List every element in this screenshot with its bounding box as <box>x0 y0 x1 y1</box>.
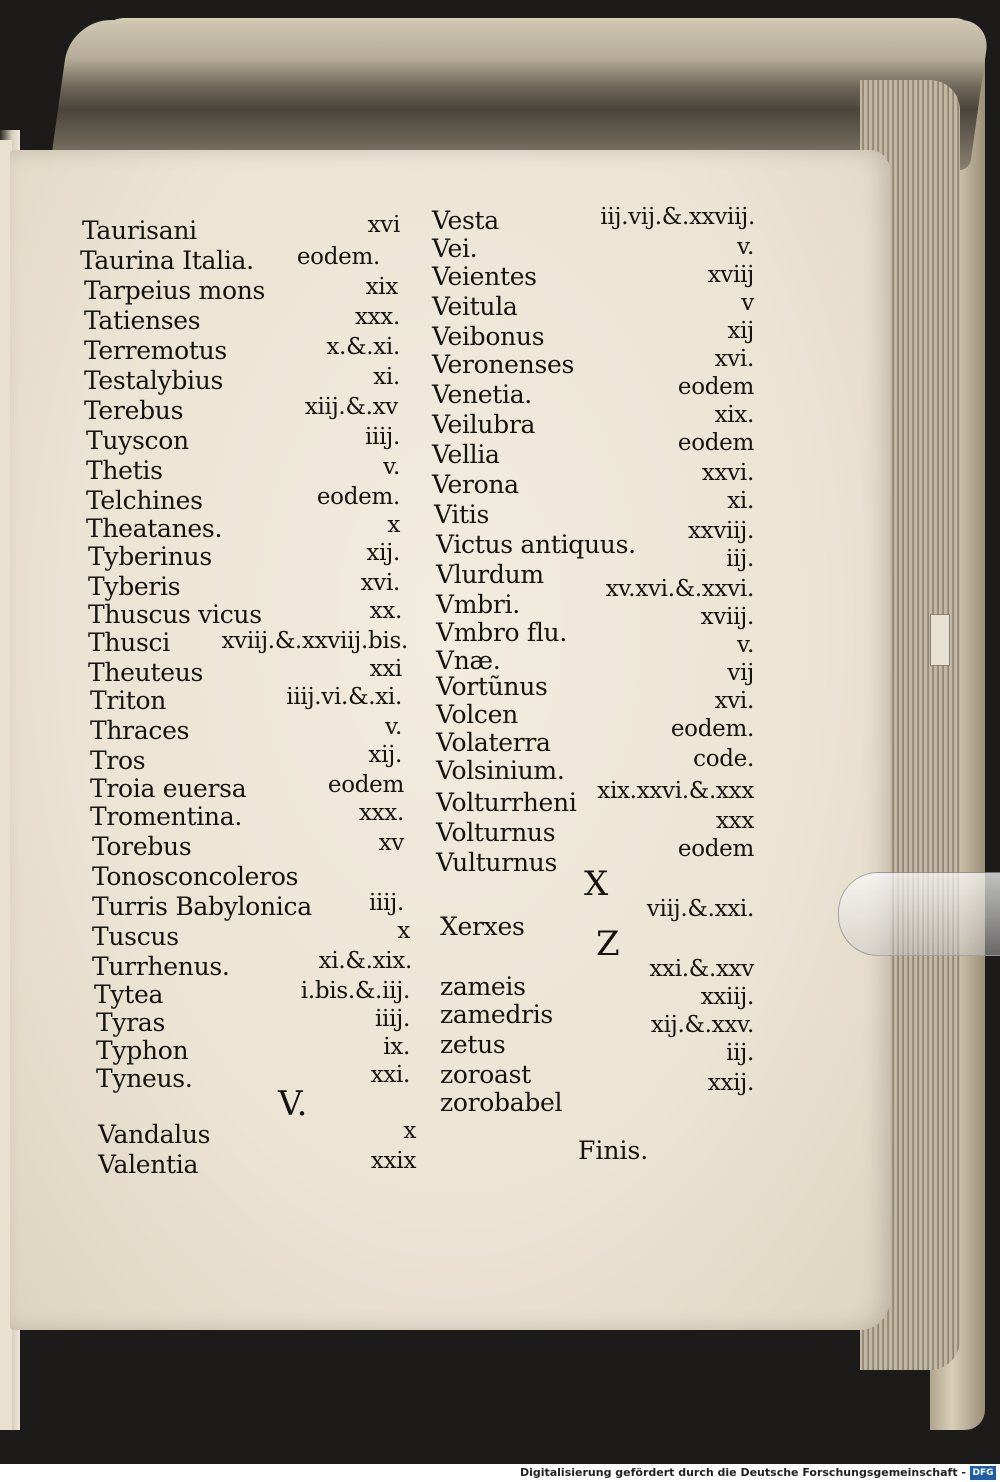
index-entry-term: Turrhenus. <box>92 952 230 981</box>
index-entry-ref: xxvi. <box>701 460 754 486</box>
index-entry-term: Troia euersa <box>90 774 247 803</box>
index-entry-ref: xxij. <box>707 1070 754 1096</box>
index-entry-ref: iiij. <box>368 890 404 916</box>
index-entry-term: Vmbro flu. <box>436 618 568 647</box>
index-entry-ref: iij. <box>726 1040 754 1066</box>
index-entry-term: Thetis <box>86 456 163 485</box>
index-entry-term: zameis <box>440 972 526 1001</box>
index-entry-ref: eodem. <box>296 244 380 270</box>
index-entry-ref: xix.xxvi.&.xxx <box>597 778 754 804</box>
index-entry-ref: xij. <box>368 742 402 768</box>
index-entry-term: Tonosconcoleros <box>92 862 299 891</box>
index-entry-ref: iij. <box>726 546 754 572</box>
index-entry-term: Terremotus <box>84 336 227 365</box>
index-entry-ref: xix. <box>714 402 754 428</box>
index-entry-ref: eodem <box>677 430 754 456</box>
index-entry-ref: xxi.&.xxv <box>649 956 754 982</box>
index-entry-term: Tytea <box>94 980 164 1009</box>
index-entry-ref: eodem <box>677 836 754 862</box>
index-entry-ref: xxi. <box>370 1062 410 1088</box>
index-entry-ref: xxiij. <box>700 984 754 1010</box>
index-entry-term: Taurina Italia. <box>80 246 254 275</box>
index-entry-term: zoroast <box>440 1060 531 1089</box>
index-entry-term: Tyras <box>96 1008 165 1037</box>
index-entry-term: Typhon <box>96 1036 189 1065</box>
index-entry-term: Victus antiquus. <box>436 530 636 559</box>
funding-credit: Digitalisierung gefördert durch die Deutsche Forschungsgemeinschaft - <box>519 1466 966 1479</box>
index-entry-term: Triton <box>90 686 167 715</box>
index-entry-term: Vnæ. <box>436 646 501 675</box>
index-entry-ref: eodem. <box>316 484 400 510</box>
index-entry-ref: xxx. <box>358 800 404 826</box>
index-entry-ref: xxx. <box>354 304 400 330</box>
index-entry-ref: x <box>387 512 400 538</box>
index-entry-term: Terebus <box>84 396 184 425</box>
bookmark-tab <box>930 614 950 666</box>
index-entry-ref: iiij. <box>374 1006 410 1032</box>
index-entry-ref: xx. <box>369 598 402 624</box>
section-letter-z: Z <box>596 924 620 964</box>
index-entry-ref: code. <box>693 746 754 772</box>
index-entry-ref: xi. <box>727 488 754 514</box>
book-page-edges-top <box>49 20 990 170</box>
index-entry-term: Vulturnus <box>436 848 557 877</box>
index-entry-term: Vortũnus <box>436 672 548 701</box>
index-entry-term: zorobabel <box>440 1088 563 1117</box>
index-entry-ref: xviij.&.xxviij.bis. <box>221 628 408 654</box>
index-entry-term: Veronenses <box>432 350 575 379</box>
index-entry-term: Volaterra <box>436 728 551 757</box>
index-entry-term: Verona <box>432 470 519 499</box>
index-entry-term: Vellia <box>432 440 500 469</box>
page-clamp <box>838 872 1000 956</box>
index-entry-term: Tyneus. <box>96 1064 193 1093</box>
index-entry-term: Tyberinus <box>88 542 212 571</box>
index-entry-ref: xiij.&.xv <box>304 394 398 420</box>
index-entry-term: Torebus <box>92 832 192 861</box>
index-entry-ref: eodem <box>677 374 754 400</box>
index-entry-term: Veilubra <box>432 410 536 439</box>
index-entry-term: Tuscus <box>92 922 179 951</box>
index-entry-ref: x.&.xi. <box>326 334 400 360</box>
index-entry-term: Vei. <box>432 234 478 263</box>
index-entry-term: Volturnus <box>436 818 556 847</box>
index-entry-ref: xviij. <box>700 604 754 630</box>
index-entry-ref: xix <box>365 274 398 300</box>
index-entry-term: Tyberis <box>88 572 181 601</box>
index-entry-term: Xerxes <box>440 912 525 941</box>
index-entry-term: Vmbri. <box>436 590 520 619</box>
index-entry-term: Vitis <box>434 500 489 529</box>
index-entry-ref: iij.vij.&.xxviij. <box>600 204 755 230</box>
index-entry-term: Tarpeius mons <box>84 276 266 305</box>
index-entry-term: Thraces <box>90 716 190 745</box>
index-entry-term: Testalybius <box>84 366 224 395</box>
index-entry-ref: v. <box>737 632 754 658</box>
index-entry-ref: viij.&.xxi. <box>646 896 754 922</box>
index-entry-term: Tros <box>90 746 146 775</box>
index-entry-ref: iiij. <box>364 424 400 450</box>
index-entry-ref: xv <box>378 830 404 856</box>
index-entry-ref: xij <box>727 318 754 344</box>
index-entry-ref: v. <box>737 234 754 260</box>
index-entry-ref: xij.&.xxv. <box>650 1012 754 1038</box>
index-entry-term: zetus <box>440 1030 506 1059</box>
footer-bar <box>0 1464 1000 1482</box>
index-entry-ref: xij. <box>366 540 400 566</box>
index-entry-ref: xvi. <box>714 346 754 372</box>
index-entry-term: Valentia <box>98 1150 199 1179</box>
index-entry-term: Vandalus <box>98 1120 211 1149</box>
index-entry-term: Theatanes. <box>86 514 223 543</box>
index-entry-term: Volturrheni <box>436 788 577 817</box>
index-entry-term: Volsinium. <box>436 756 565 785</box>
section-letter-x: X <box>584 864 609 904</box>
index-entry-term: Vlurdum <box>436 560 544 589</box>
index-entry-term: Tromentina. <box>90 802 242 831</box>
index-entry-ref: xxx <box>715 808 754 834</box>
index-entry-term: Vesta <box>432 206 499 235</box>
index-entry-ref: x <box>403 1118 416 1144</box>
index-entry-ref: xviij <box>707 262 754 288</box>
index-entry-term: Volcen <box>436 700 518 729</box>
index-entry-ref: xvi <box>367 212 400 238</box>
index-entry-ref: iiij.vi.&.xi. <box>286 684 402 710</box>
index-entry-ref: xvi. <box>714 688 754 714</box>
index-entry-ref: xv.xvi.&.xxvi. <box>605 576 754 602</box>
dfg-logo: DFG <box>970 1466 996 1480</box>
index-entry-ref: i.bis.&.iij. <box>300 978 410 1004</box>
index-entry-term: Veibonus <box>432 322 545 351</box>
index-entry-ref: x <box>397 918 410 944</box>
section-letter-v: V. <box>278 1084 308 1124</box>
index-entry-term: Telchines <box>86 486 203 515</box>
index-entry-term: Venetia. <box>432 380 532 409</box>
index-entry-ref: eodem <box>327 772 404 798</box>
index-entry-term: Turris Babylonica <box>92 892 312 921</box>
index-entry-ref: ix. <box>383 1034 410 1060</box>
index-entry-ref: vij <box>727 660 754 686</box>
index-entry-term: Tatienses <box>84 306 201 335</box>
index-entry-ref: xxviij. <box>688 518 754 544</box>
finis-text: Finis. <box>578 1136 649 1165</box>
index-entry-ref: xxi <box>369 656 402 682</box>
index-entry-term: zamedris <box>440 1000 553 1029</box>
index-entry-term: Veitula <box>432 292 518 321</box>
index-entry-ref: xi. <box>373 364 400 390</box>
index-entry-term: Taurisani <box>82 216 197 245</box>
index-entry-term: Theuteus <box>88 658 204 687</box>
index-entry-ref: xi.&.xix. <box>318 948 412 974</box>
index-entry-ref: xxix <box>370 1148 416 1174</box>
index-entry-ref: v <box>741 290 754 316</box>
index-entry-ref: v. <box>385 714 402 740</box>
index-entry-ref: eodem. <box>670 716 754 742</box>
index-entry-ref: xvi. <box>360 570 400 596</box>
index-entry-term: Thuscus vicus <box>88 600 262 629</box>
index-entry-ref: v. <box>383 454 400 480</box>
index-entry-term: Tuyscon <box>86 426 189 455</box>
index-entry-term: Thusci <box>88 628 170 657</box>
index-entry-term: Veientes <box>432 262 537 291</box>
